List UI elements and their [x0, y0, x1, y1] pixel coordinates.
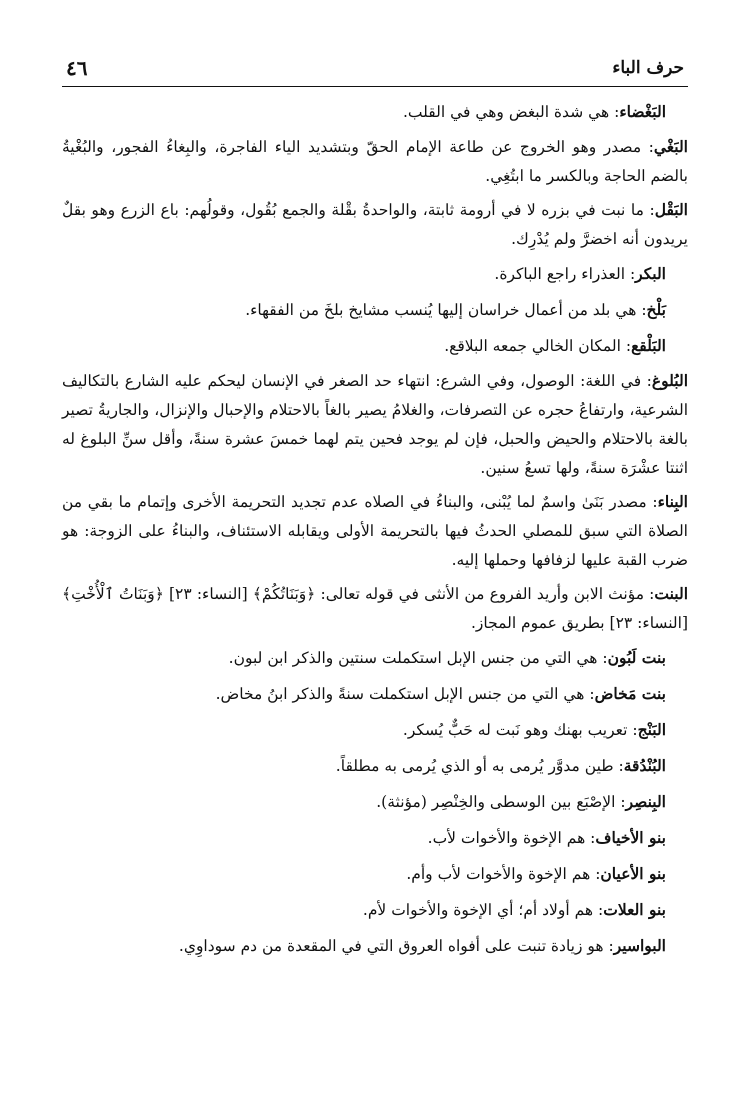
entry-term: بنو العلات [603, 900, 666, 919]
entry-definition: : ما نبت في بزره لا في أرومة ثابتة، والواحدةُ بقْلة والجمع بُقُول، وقولُهم: باع الزرع وهو بقلٌ يريدون أنه اخضرَّ ولم يُدْرِك. [62, 201, 688, 248]
entry-definition: : العذراء راجع الباكرة. [494, 265, 636, 283]
entry-definition: : هي بلد من أعمال خراسان إليها يُنسب مشايخ بلخَ من الفقهاء. [245, 301, 647, 319]
entry-binaa [62, 487, 688, 575]
entry-term: بَلْخ [646, 300, 666, 319]
entry-definition: : مصدر وهو الخروج عن طاعة الإمام الحقّ وبتشديد الياء الفاجرة، والبِغاءُ الفجور، والبُغْيةُ بالضم الحاجة وبالكسر ما ابتُغِي. [62, 138, 688, 185]
entry-term: بنو الأعيان [600, 864, 666, 883]
entry-buloogh [62, 366, 688, 483]
entry-baghy [62, 132, 688, 191]
entry-definition: : هم أولاد أم؛ أي الإخوة والأخوات لأم. [362, 901, 604, 919]
page-number: ٤٦ [66, 56, 88, 80]
entry-banu-ayan [62, 858, 666, 890]
entry-term: البنت [654, 584, 688, 603]
entry-bint [62, 579, 688, 638]
entry-definition: : هو زيادة تنبت على أفواه العروق التي في المقعدة من دم سوداوِي. [178, 937, 614, 955]
entry-bint-laboon [62, 642, 666, 674]
entry-term: بنت مَخاض [594, 684, 666, 703]
entry-term: البَلْقع [631, 336, 666, 355]
entry-definition: : مؤنث الابن وأريد الفروع من الأنثى في قوله تعالى: ﴿وَبَنَاتُكُمْ﴾ [النساء: ٢٣] ﴿وَبَنَاتُ ٱلْأُخْتِ﴾ [النساء: ٢٣] بطريق عموم المجاز. [62, 585, 688, 632]
entry-definition: : الإصْبَع بين الوسطى والخِنْصِر (مؤنثة). [376, 793, 626, 811]
entry-definition: : هي التي من جنس الإبل استكملت سنةً والذكر ابنُ مخاض. [215, 685, 595, 703]
entry-bint-makhad [62, 678, 666, 710]
entry-bikr [62, 258, 666, 290]
dictionary-entries [62, 96, 688, 966]
entry-binsir [62, 786, 666, 818]
entry-term: بنت لَبُون [607, 648, 666, 667]
entry-term: البِناء [657, 492, 688, 511]
entry-definition: : هي شدة البغض وهي في القلب. [403, 103, 620, 121]
entry-definition: : في اللغة: الوصول، وفي الشرع: انتهاء حد الصغر في الإنسان ليحكم عليه الشارع بالتكاليف الشرعية، وارتفاعُ حجره عن التصرفات، والغلامُ يصير بالغاً بالاحتلام والإحبال والإنزال، والجاريةُ تصير بالغة بالاحتلام والحيض والحبل، فإن لم يوجد فحين يتم لهما خمسَ عشرة سنةً، وأقل سنِّ البلوغ له اثنتا عشْرَة سنةً، ولها تسعُ سنين. [62, 372, 688, 477]
entry-term: البَنْج [637, 720, 666, 739]
entry-term: البواسير [613, 936, 666, 955]
page-header [62, 52, 688, 87]
running-title: حرف الباء [612, 58, 684, 78]
entry-balkh [62, 294, 666, 326]
entry-baghda [62, 96, 666, 128]
entry-definition: : مصدر بَنَىٰ واسمٌ لما يُبْنى، والبناءُ في الصلاه عدم تجديد التحريمة الأخرى وإتمام ما بقي من الصلاة التي سبق للمصلي الحدثُ فيها بالتحريمة الأولى ويقابله الاستئناف، والبناءُ على الزوجة: هو ضرب القبة عليها لزفافها وحملها إليه. [62, 493, 688, 569]
entry-term: البكر [635, 264, 666, 283]
entry-baql [62, 195, 688, 254]
entry-definition: : تعريب بهنك وهو نَبت له حَبٌّ يُسكر. [402, 721, 638, 739]
entry-banu-akhyaf [62, 822, 666, 854]
entry-bawaseer [62, 930, 666, 962]
entry-term: البَغْضاء [619, 102, 666, 121]
entry-term: البُلوغ [651, 371, 688, 390]
entry-term: البَغْي [653, 137, 688, 156]
entry-definition: : هم الإخوة والأخوات لأب وأم. [406, 865, 601, 883]
entry-definition: : طين مدوَّر يُرمى به أو الذي يُرمى به مطلقاً. [335, 757, 624, 775]
entry-term: البِنصِر [625, 792, 666, 811]
entry-term: بنو الأخياف [595, 828, 666, 847]
entry-banj [62, 714, 666, 746]
entry-term: البُنْدُقة [623, 756, 666, 775]
entry-definition: : هم الإخوة والأخوات لأب. [427, 829, 596, 847]
entry-banu-allat [62, 894, 666, 926]
entry-definition: : هي التي من جنس الإبل استكملت سنتين والذكر ابن لبون. [228, 649, 608, 667]
entry-bunduqa [62, 750, 666, 782]
entry-definition: : المكان الخالي جمعه البلاقع. [444, 337, 632, 355]
entry-balqa [62, 330, 666, 362]
entry-term: البَقْل [654, 200, 688, 219]
